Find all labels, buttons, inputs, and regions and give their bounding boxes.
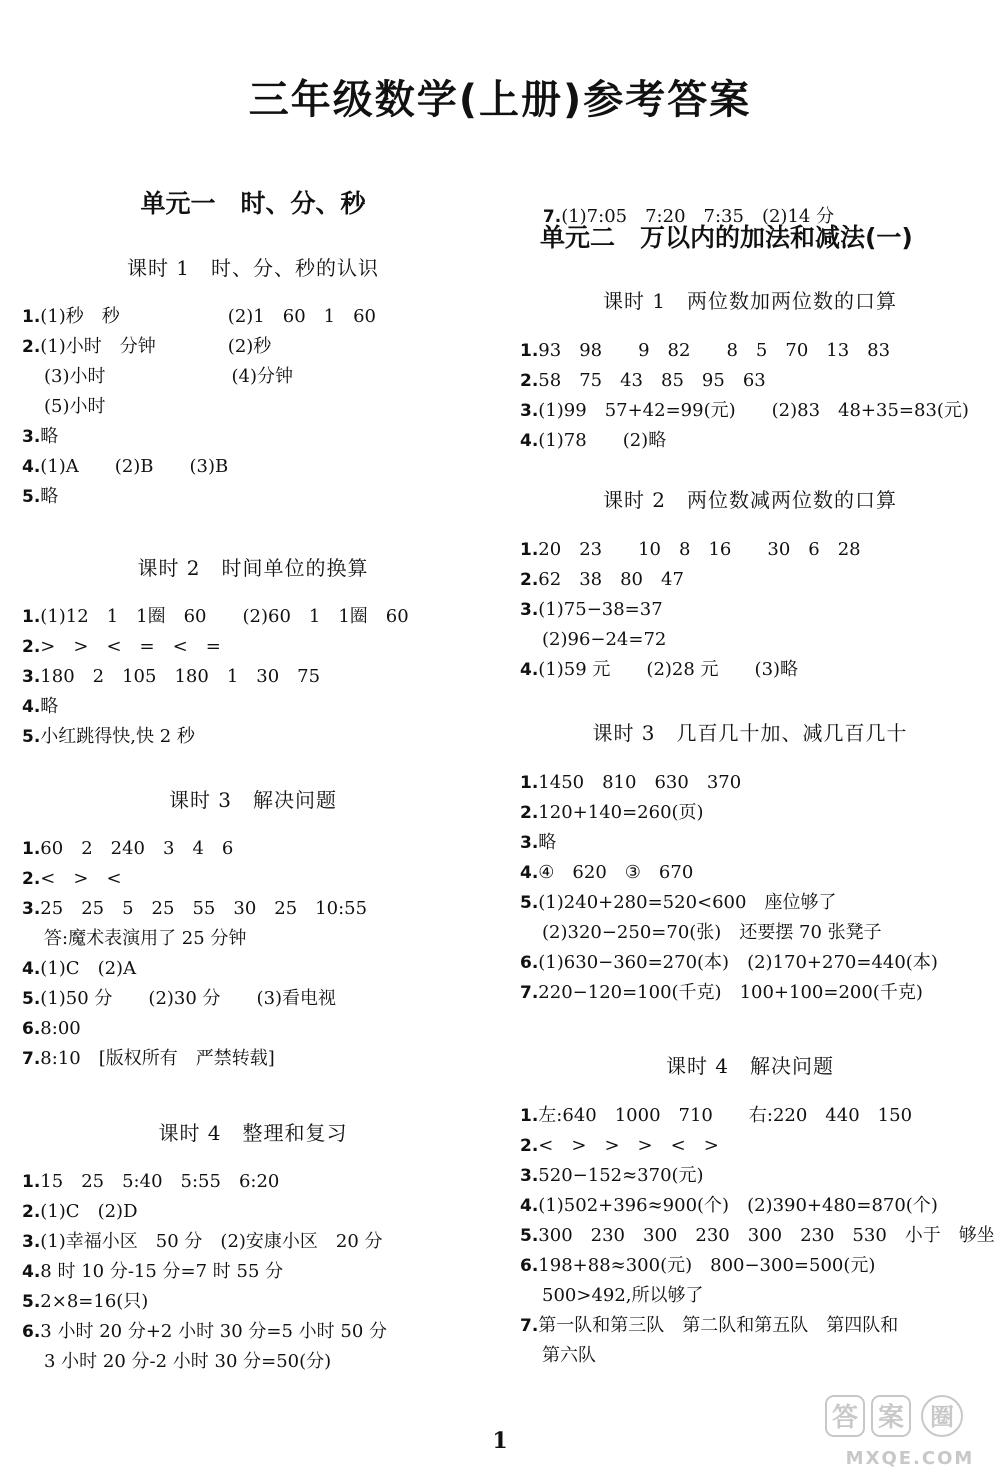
answer-text: (1)502+396≈900(个) (2)390+480=870(个) bbox=[538, 1195, 938, 1216]
answer-text: (1)12 1 1圈 60 (2)60 1 1圈 60 bbox=[40, 606, 409, 627]
answer-line bbox=[22, 894, 484, 924]
answer-line bbox=[22, 1044, 484, 1074]
answer-line bbox=[22, 984, 484, 1014]
answer-text: 8:00 bbox=[40, 1018, 81, 1039]
question-number: 4. bbox=[22, 457, 41, 477]
answer-text: 60 2 240 3 4 6 bbox=[40, 838, 234, 859]
question-number: 7. bbox=[520, 983, 539, 1003]
answer-line bbox=[22, 1257, 484, 1287]
answer-text: 8:10 [版权所有 严禁转载] bbox=[40, 1048, 275, 1069]
page-number: 1 bbox=[492, 1428, 508, 1454]
answer-line bbox=[520, 625, 980, 655]
answer-line bbox=[22, 482, 484, 512]
answer-text: 1450 810 630 370 bbox=[538, 772, 742, 793]
question-number: 2. bbox=[22, 1202, 41, 1222]
answer-line bbox=[520, 1101, 980, 1131]
answer-line bbox=[22, 632, 484, 662]
lesson-heading: 课时 3 解决问题 bbox=[168, 788, 338, 812]
question-number: 1. bbox=[22, 307, 41, 327]
question-number: 1. bbox=[520, 773, 539, 793]
answer-text: 500>492,所以够了 bbox=[542, 1285, 704, 1306]
answer-line bbox=[22, 1317, 484, 1347]
lesson-heading: 课时 2 时间单位的换算 bbox=[137, 556, 369, 580]
answer-line bbox=[520, 858, 980, 888]
question-number: 2. bbox=[520, 803, 539, 823]
right-lesson1 bbox=[520, 286, 980, 456]
answer-line bbox=[520, 426, 980, 456]
answer-text: 3 小时 20 分+2 小时 30 分=5 小时 50 分 bbox=[40, 1321, 388, 1342]
answer-line bbox=[520, 366, 980, 396]
question-number: 5. bbox=[22, 989, 41, 1009]
answer-line bbox=[520, 535, 980, 565]
question-number: 6. bbox=[520, 1256, 539, 1276]
answer-line bbox=[520, 918, 980, 948]
answer-text: 左:640 1000 710 右:220 440 150 bbox=[538, 1105, 913, 1126]
question-number: 2. bbox=[22, 637, 41, 657]
question-number: 5. bbox=[520, 1226, 539, 1246]
answer-text: 2×8=16(只) bbox=[40, 1291, 149, 1312]
answer-line bbox=[520, 1281, 980, 1311]
lesson-heading: 课时 3 几百几十加、减几百几十 bbox=[592, 721, 908, 745]
watermark-logo bbox=[820, 1392, 995, 1472]
answer-text: 8 时 10 分-15 分=7 时 55 分 bbox=[40, 1261, 284, 1282]
question-number: 6. bbox=[520, 953, 539, 973]
answer-text: 62 38 80 47 bbox=[538, 569, 684, 590]
answer-line bbox=[520, 595, 980, 625]
answer-text: (1)50 分 (2)30 分 (3)看电视 bbox=[40, 988, 337, 1009]
lesson-heading: 课时 4 整理和复习 bbox=[158, 1121, 348, 1145]
left-lesson4 bbox=[22, 1118, 484, 1377]
answer-text: (1)A (2)B (3)B bbox=[40, 456, 229, 477]
question-number: 2. bbox=[520, 1136, 539, 1156]
question-number: 5. bbox=[22, 487, 41, 507]
question-number: 1. bbox=[22, 1172, 41, 1192]
answer-text: (1)秒 秒 (2)1 60 1 60 bbox=[40, 306, 377, 327]
answer-text: 93 98 9 82 8 5 70 13 83 bbox=[538, 340, 891, 361]
question-number: 3. bbox=[520, 1166, 539, 1186]
answer-line bbox=[520, 1311, 980, 1341]
answer-text: < > > > < > bbox=[538, 1135, 719, 1156]
answer-line bbox=[22, 722, 484, 752]
answer-text: 略 bbox=[40, 696, 59, 717]
page-title: 三年级数学(上册)参考答案 bbox=[248, 77, 752, 123]
answer-text: 第一队和第三队 第二队和第五队 第四队和 bbox=[538, 1315, 899, 1336]
answer-line bbox=[520, 978, 980, 1008]
answer-text: (1)小时 分钟 (2)秒 bbox=[40, 336, 272, 357]
answer-text: (1)75−38=37 bbox=[538, 599, 663, 620]
answer-line bbox=[520, 1131, 980, 1161]
answer-text: 3 小时 20 分-2 小时 30 分=50(分) bbox=[44, 1351, 332, 1372]
question-number: 4. bbox=[22, 1262, 41, 1282]
question-number: 5. bbox=[520, 893, 539, 913]
question-number: 3. bbox=[22, 427, 41, 447]
question-number: 1. bbox=[520, 341, 539, 361]
answer-text: ④ 620 ③ 670 bbox=[538, 862, 694, 883]
answer-text: 略 bbox=[538, 832, 557, 853]
answer-line bbox=[22, 1227, 484, 1257]
answer-text: (1)幸福小区 50 分 (2)安康小区 20 分 bbox=[40, 1231, 383, 1252]
answer-text: (1)240+280=520<600 座位够了 bbox=[538, 892, 837, 913]
svg-text:答: 答 bbox=[831, 1403, 859, 1433]
answer-text: 20 23 10 8 16 30 6 28 bbox=[538, 539, 861, 560]
question-number: 3. bbox=[520, 600, 539, 620]
answer-text: (1)59 元 (2)28 元 (3)略 bbox=[538, 659, 799, 680]
answer-text: 520−152≈370(元) bbox=[538, 1165, 704, 1186]
answer-text: 25 25 5 25 55 30 25 10:55 bbox=[40, 898, 368, 919]
answer-text: 180 2 105 180 1 30 75 bbox=[40, 666, 321, 687]
answer-line bbox=[22, 602, 484, 632]
answer-line bbox=[520, 1341, 980, 1371]
question-number: 7. bbox=[520, 1316, 539, 1336]
answer-text: (1)C (2)D bbox=[40, 1201, 138, 1222]
answer-text: (3)小时 (4)分钟 bbox=[44, 366, 293, 387]
answer-text: 300 230 300 230 300 230 530 小于 够坐 bbox=[538, 1225, 995, 1246]
answer-text: 58 75 43 85 95 63 bbox=[538, 370, 766, 391]
question-number: 1. bbox=[22, 607, 41, 627]
answer-line bbox=[520, 828, 980, 858]
answer-line bbox=[22, 332, 484, 362]
answer-text: (1)78 (2)略 bbox=[538, 430, 667, 451]
answer-text: (1)630−360=270(本) (2)170+270=440(本) bbox=[538, 952, 938, 973]
answer-line bbox=[22, 924, 484, 954]
left-lesson2 bbox=[22, 553, 484, 752]
answer-line bbox=[520, 396, 980, 426]
answer-line bbox=[520, 1221, 995, 1251]
question-number: 1. bbox=[22, 839, 41, 859]
answer-line bbox=[22, 864, 484, 894]
question-number: 4. bbox=[520, 863, 539, 883]
question-number: 5. bbox=[22, 1292, 41, 1312]
answer-line bbox=[22, 1167, 484, 1197]
right-lesson3 bbox=[520, 718, 980, 1008]
question-number: 4. bbox=[520, 431, 539, 451]
question-number: 2. bbox=[520, 570, 539, 590]
question-number: 5. bbox=[22, 727, 41, 747]
answer-text: 略 bbox=[40, 486, 59, 507]
question-number: 7. bbox=[542, 207, 562, 227]
answer-line bbox=[22, 692, 484, 722]
left-lesson1 bbox=[22, 253, 484, 512]
answer-text: (2)320−250=70(张) 还要摆 70 张凳子 bbox=[542, 922, 882, 943]
answer-text: > > < = < = bbox=[40, 636, 221, 657]
answer-line bbox=[520, 948, 980, 978]
question-number: 1. bbox=[520, 540, 539, 560]
answer-list bbox=[22, 834, 484, 1074]
answer-line bbox=[520, 1191, 980, 1221]
answer-line bbox=[520, 798, 980, 828]
question-number: 4. bbox=[520, 660, 539, 680]
answer-text: 220−120=100(千克) 100+100=200(千克) bbox=[538, 982, 923, 1003]
unit1-heading: 单元一 时、分、秒 bbox=[140, 189, 366, 218]
answer-text: 第六队 bbox=[542, 1345, 596, 1366]
answer-text: (1)C (2)A bbox=[40, 958, 137, 979]
answer-list bbox=[22, 1167, 484, 1377]
answer-line bbox=[22, 954, 484, 984]
answer-text: < > < bbox=[40, 868, 122, 889]
answer-text: 120+140=260(页) bbox=[538, 802, 704, 823]
answer-text: (2)96−24=72 bbox=[542, 629, 667, 650]
lesson-heading: 课时 4 解决问题 bbox=[665, 1054, 835, 1078]
answer-line bbox=[520, 655, 980, 685]
answer-list bbox=[22, 602, 484, 752]
question-number: 4. bbox=[520, 1196, 539, 1216]
svg-text:案: 案 bbox=[877, 1403, 905, 1433]
answer-list bbox=[520, 1101, 995, 1371]
question-number: 3. bbox=[22, 899, 41, 919]
answer-list bbox=[520, 336, 980, 456]
answer-list bbox=[22, 302, 484, 512]
question-number: 6. bbox=[22, 1322, 41, 1342]
right-lesson4 bbox=[520, 1051, 995, 1371]
answer-text: (5)小时 bbox=[44, 396, 106, 417]
answer-line bbox=[520, 172, 980, 227]
answer-line bbox=[520, 1251, 980, 1281]
answer-text: 答:魔术表演用了 25 分钟 bbox=[44, 928, 247, 949]
answer-text: 略 bbox=[40, 426, 59, 447]
answer-line bbox=[22, 1287, 484, 1317]
lesson-heading: 课时 1 时、分、秒的认识 bbox=[126, 256, 380, 280]
answer-line bbox=[22, 834, 484, 864]
question-number: 3. bbox=[22, 667, 41, 687]
answer-list bbox=[520, 768, 980, 1008]
unit2-heading: 单元二 万以内的加法和减法(一) bbox=[540, 223, 913, 252]
answer-line bbox=[22, 422, 484, 452]
answer-text: 198+88≈300(元) 800−300=500(元) bbox=[538, 1255, 876, 1276]
answer-text: 15 25 5:40 5:55 6:20 bbox=[40, 1171, 280, 1192]
question-number: 3. bbox=[520, 833, 539, 853]
question-number: 6. bbox=[22, 1019, 41, 1039]
question-number: 4. bbox=[22, 959, 41, 979]
answer-line bbox=[22, 1347, 484, 1377]
question-number: 2. bbox=[520, 371, 539, 391]
answer-line bbox=[520, 336, 980, 366]
lesson-heading: 课时 1 两位数加两位数的口算 bbox=[602, 289, 898, 313]
svg-text:MXQE.COM: MXQE.COM bbox=[845, 1448, 975, 1469]
question-number: 1. bbox=[520, 1106, 539, 1126]
answer-line bbox=[520, 768, 980, 798]
question-number: 2. bbox=[22, 337, 41, 357]
svg-text:圈: 圈 bbox=[930, 1403, 954, 1431]
answer-line bbox=[520, 565, 980, 595]
lesson-heading: 课时 2 两位数减两位数的口算 bbox=[602, 488, 898, 512]
answer-line bbox=[520, 1161, 980, 1191]
question-number: 3. bbox=[22, 1232, 41, 1252]
answer-line bbox=[22, 362, 484, 392]
answer-line bbox=[22, 302, 484, 332]
answer-line bbox=[22, 662, 484, 692]
answer-line bbox=[22, 392, 484, 422]
answer-text: 小红跳得快,快 2 秒 bbox=[40, 726, 195, 747]
right-lesson2 bbox=[520, 485, 980, 685]
answer-line bbox=[22, 1014, 484, 1044]
answer-list bbox=[520, 535, 980, 685]
answer-line bbox=[22, 1197, 484, 1227]
answer-text: (1)7:05 7:20 7:35 (2)14 分 bbox=[561, 206, 835, 227]
question-number: 7. bbox=[22, 1049, 41, 1069]
question-number: 4. bbox=[22, 697, 41, 717]
answer-line bbox=[520, 888, 980, 918]
left-lesson3 bbox=[22, 785, 484, 1074]
question-number: 2. bbox=[22, 869, 41, 889]
answer-line bbox=[22, 452, 484, 482]
answer-text: (1)99 57+42=99(元) (2)83 48+35=83(元) bbox=[538, 400, 969, 421]
question-number: 3. bbox=[520, 401, 539, 421]
